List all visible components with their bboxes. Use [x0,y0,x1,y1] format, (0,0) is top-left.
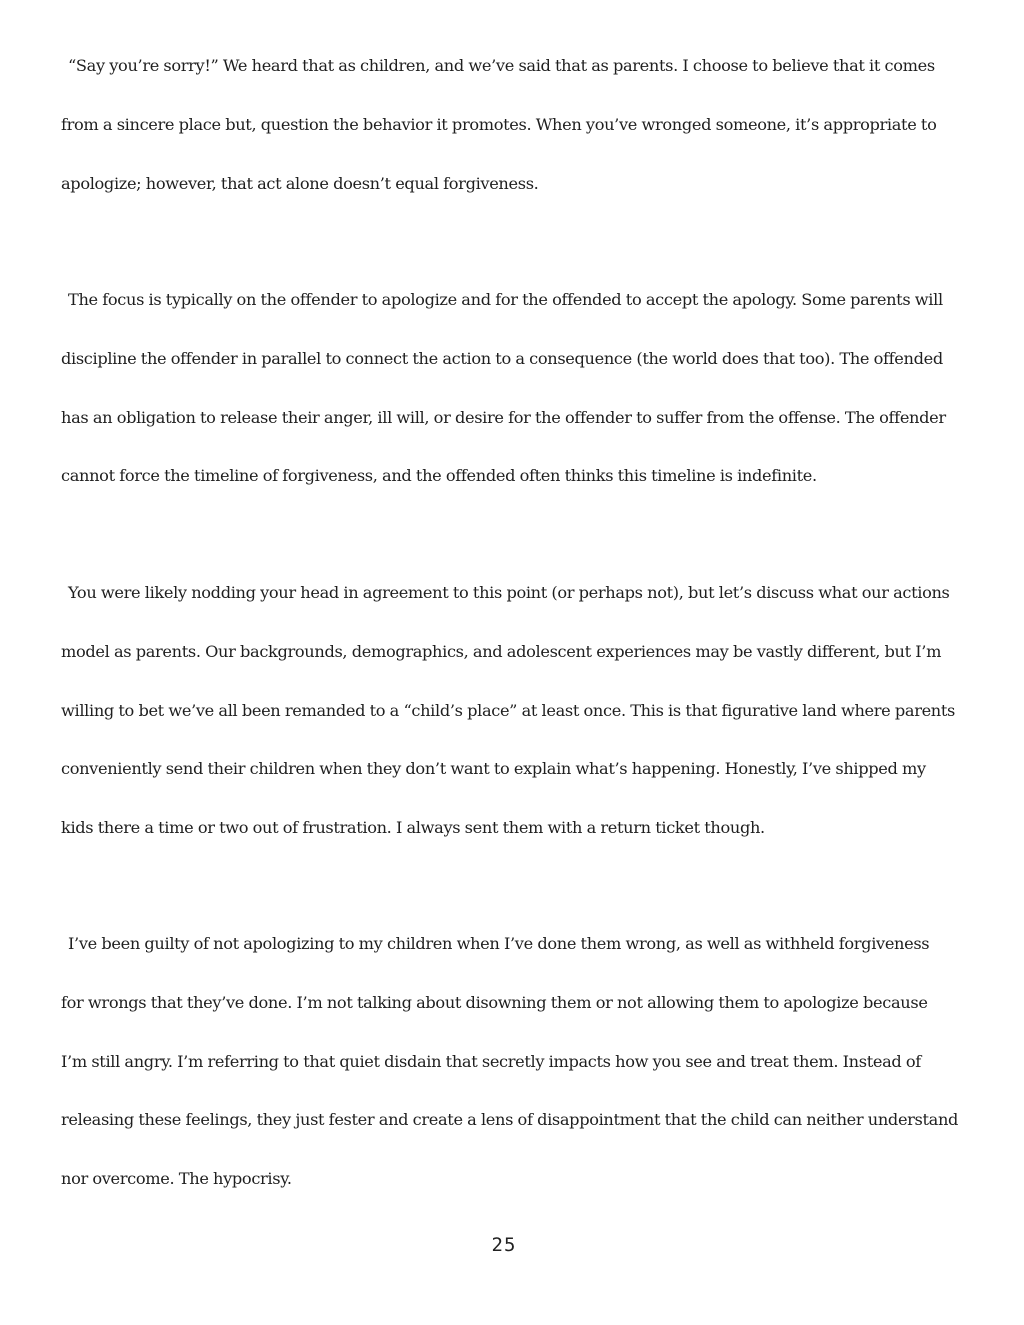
paragraph-line: releasing these feelings, they just fester and create a lens of disappointment that the child can neither understand [61,1110,959,1129]
paragraph-line: has an obligation to release their anger, ill will, or desire for the offender to suffer from the offense. The offender [61,408,946,427]
paragraph-line: You were likely nodding your head in agreement to this point (or perhaps not), but let’s discuss what our actions [68,583,950,602]
paragraph-line: cannot force the timeline of forgiveness, and the offended often thinks this timeline is indefinite. [61,466,817,485]
paragraph-line: model as parents. Our backgrounds, demographics, and adolescent experiences may be vastly different, but I’m [61,642,942,661]
paragraph-line: I’m still angry. I’m referring to that quiet disdain that secretly impacts how you see and treat them. Instead of [61,1052,921,1071]
paragraph-line: I’ve been guilty of not apologizing to my children when I’ve done them wrong, as well as withheld forgiveness [68,934,930,953]
paragraph-line: willing to bet we’ve all been remanded to a “child’s place” at least once. This is that figurative land where parents [61,701,955,720]
paragraph-line: apologize; however, that act alone doesn’t equal forgiveness. [61,174,539,193]
page-number: 25 [491,1234,517,1256]
paragraph-line: conveniently send their children when they don’t want to explain what’s happening. Honestly, I’ve shipped my [61,759,926,778]
paragraph-line: discipline the offender in parallel to connect the action to a consequence (the world does that too). The offended [61,349,943,368]
paragraph-line: nor overcome. The hypocrisy. [61,1169,292,1188]
paragraph-line: for wrongs that they’ve done. I’m not talking about disowning them or not allowing them to apologize because [61,993,928,1012]
paragraph-line: from a sincere place but, question the behavior it promotes. When you’ve wronged someone, it’s appropriate to [61,115,937,134]
paragraph-line: The focus is typically on the offender to apologize and for the offended to accept the apology. Some parents will [68,290,943,309]
paragraph-line: kids there a time or two out of frustration. I always sent them with a return ticket though. [61,818,765,837]
paragraph-line: “Say you’re sorry!” We heard that as children, and we’ve said that as parents. I choose to believe that it comes [68,56,935,75]
